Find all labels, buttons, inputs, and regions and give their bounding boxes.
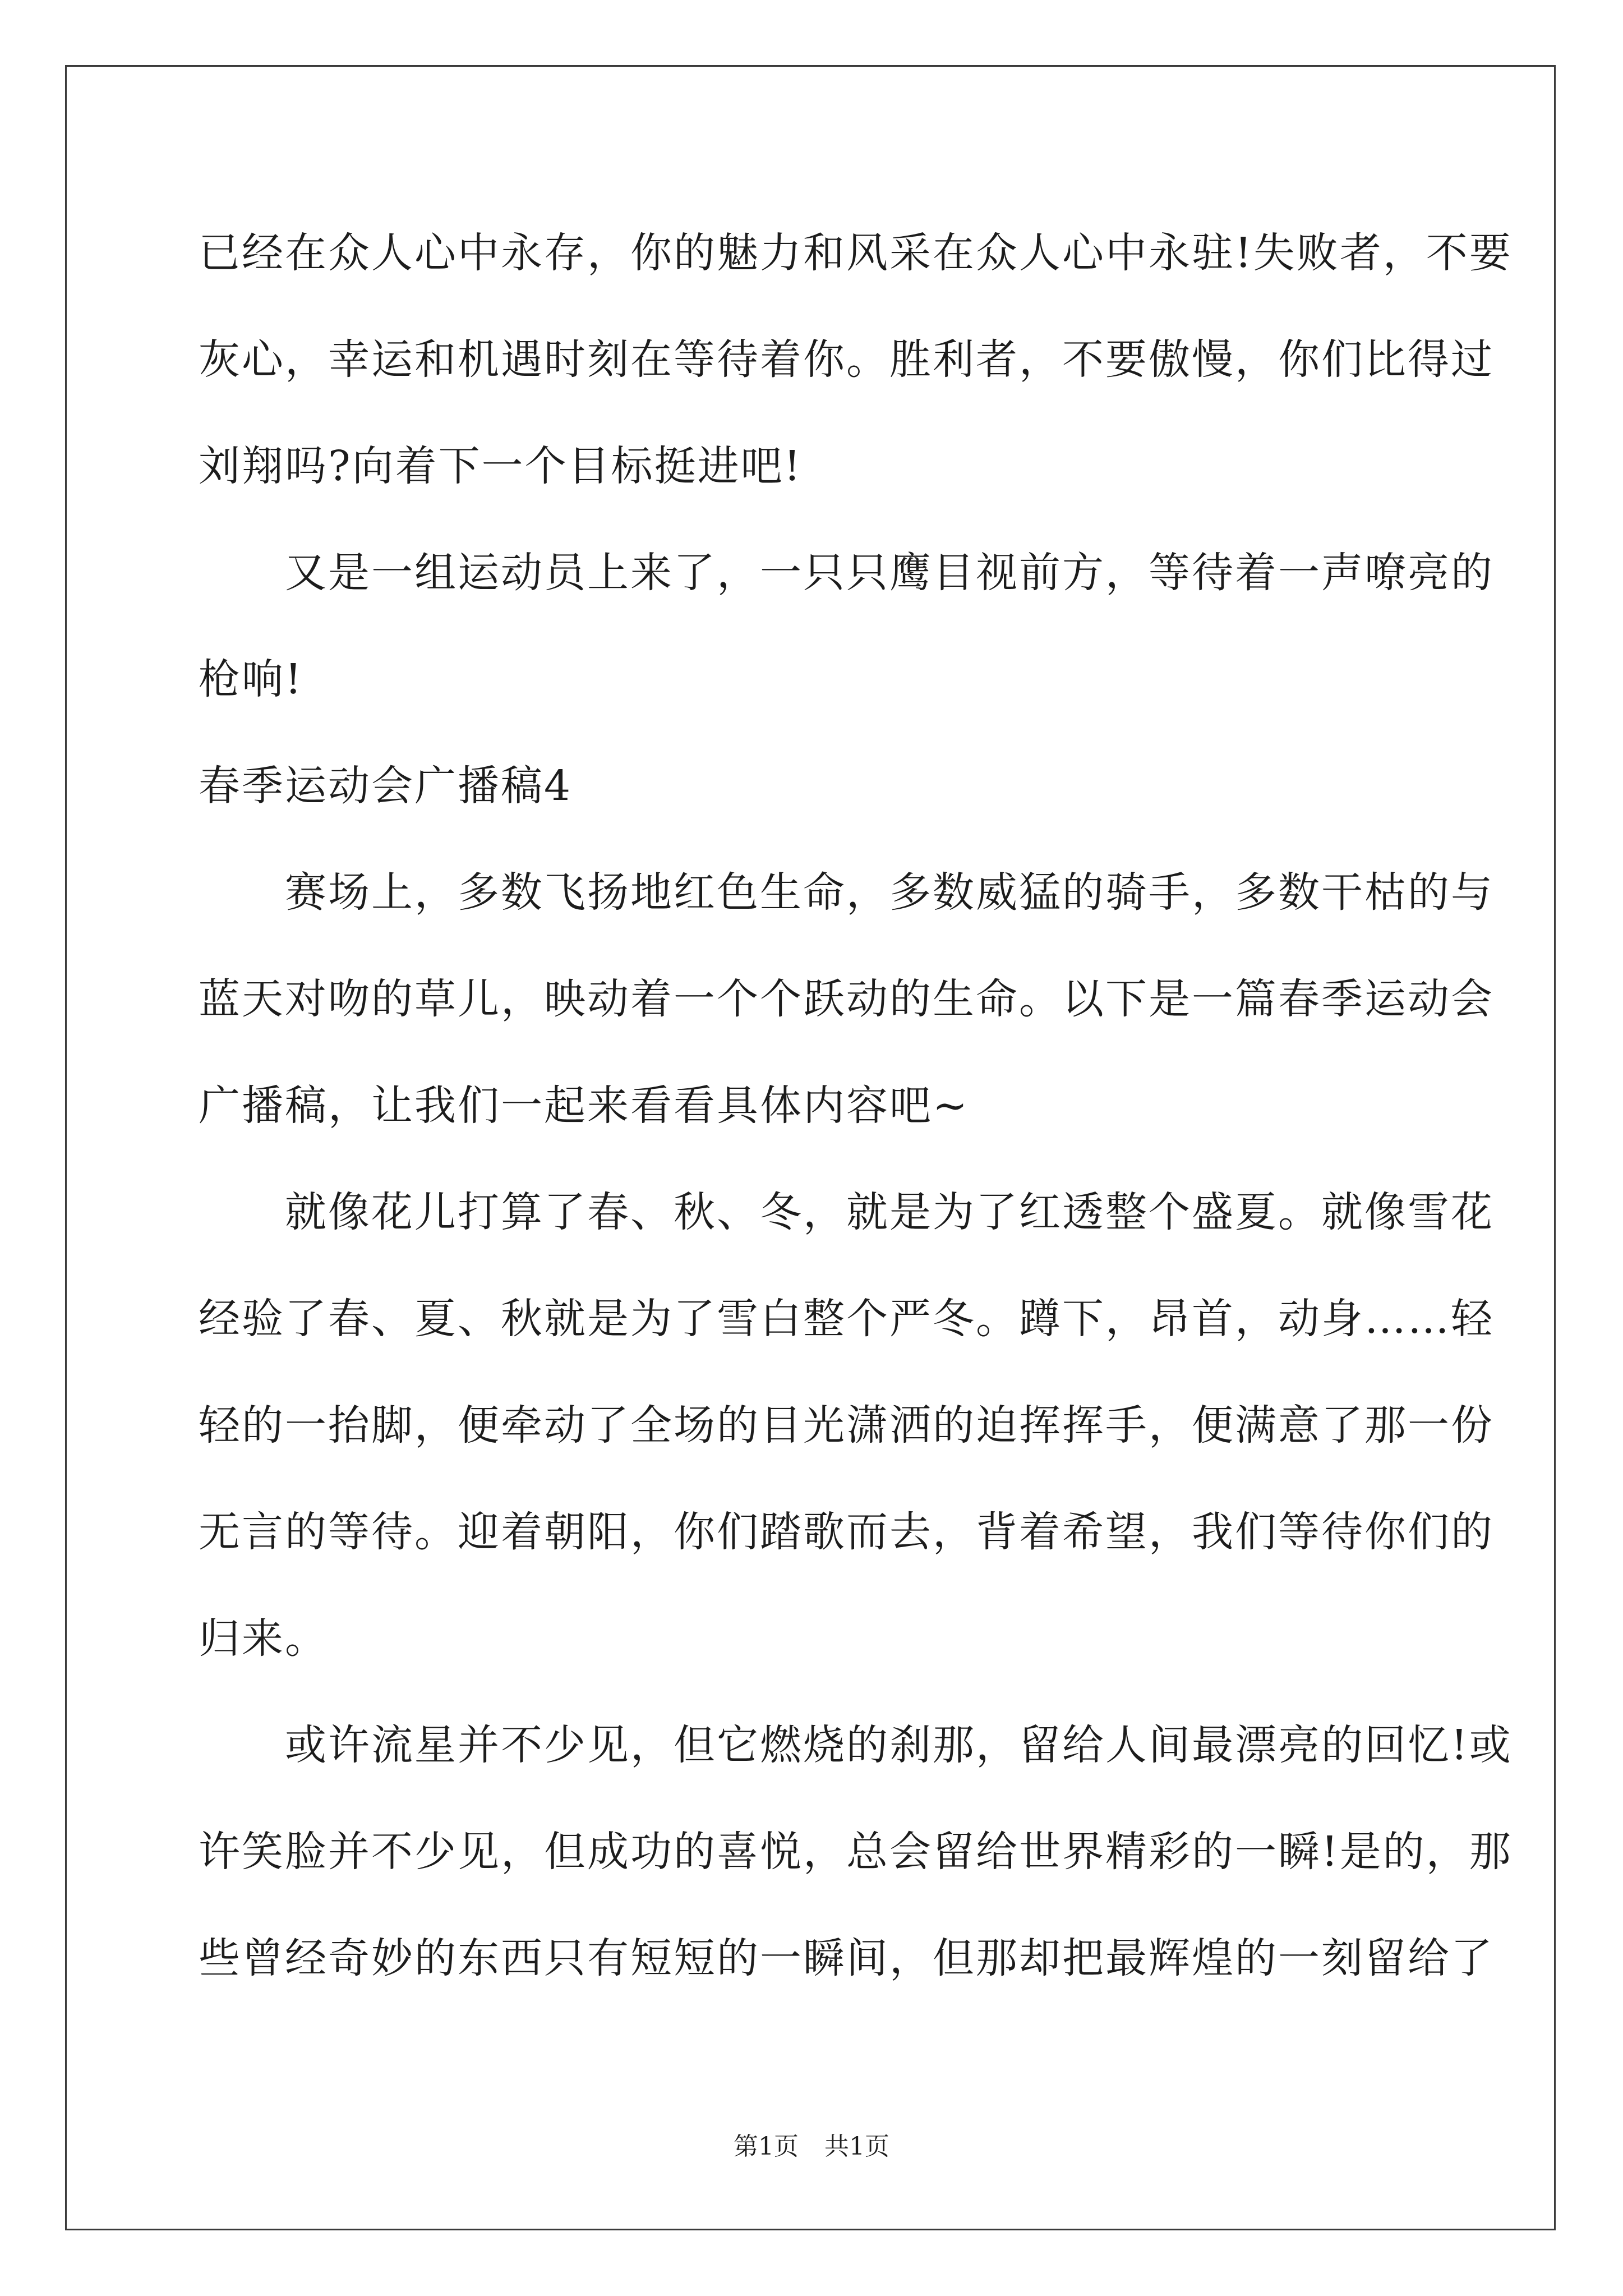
text-line: 刘翔吗?向着下一个目标挺进吧! <box>199 442 803 490</box>
text-line: 无言的等待。迎着朝阳，你们踏歌而去，背着希望，我们等待你们的 <box>199 1508 1494 1556</box>
text-line: 经验了春、夏、秋就是为了雪白整个严冬。蹲下，昂首，动身……轻 <box>199 1295 1494 1343</box>
text-line: 归来。 <box>199 1614 328 1663</box>
page-footer <box>0 2126 1623 2162</box>
text-line: 许笑脸并不少见，但成功的喜悦，总会留给世界精彩的一瞬!是的，那 <box>199 1828 1513 1876</box>
text-line: 就像花儿打算了春、秋、冬，就是为了红透整个盛夏。就像雪花 <box>199 1188 1494 1236</box>
section-heading: 春季运动会广播稿4 <box>199 762 573 810</box>
page-total: 共1页 <box>824 2132 889 2161</box>
text-line: 广播稿，让我们一起来看看具体内容吧~ <box>199 1082 970 1130</box>
text-line: 些曾经奇妙的东西只有短短的一瞬间，但那却把最辉煌的一刻留给了 <box>199 1934 1494 1982</box>
text-line: 枪响! <box>199 655 303 703</box>
text-line: 蓝天对吻的草儿，映动着一个个跃动的生命。以下是一篇春季运动会 <box>199 975 1494 1023</box>
text-line: 赛场上，多数飞扬地红色生命，多数威猛的骑手，多数干枯的与 <box>199 868 1494 917</box>
document-body <box>199 200 1513 2012</box>
text-line: 或许流星并不少见，但它燃烧的刹那，留给人间最漂亮的回忆!或 <box>199 1721 1513 1769</box>
text-line: 灰心，幸运和机遇时刻在等待着你。胜利者，不要傲慢，你们比得过 <box>199 335 1494 384</box>
page-number: 第1页 <box>734 2132 799 2161</box>
text-line: 又是一组运动员上来了，一只只鹰目视前方，等待着一声嘹亮的 <box>199 549 1494 597</box>
text-line: 轻的一抬脚，便牵动了全场的目光潇洒的迫挥挥手，便满意了那一份 <box>199 1401 1494 1450</box>
text-line: 已经在众人心中永存，你的魅力和风采在众人心中永驻!失败者，不要 <box>199 229 1513 277</box>
